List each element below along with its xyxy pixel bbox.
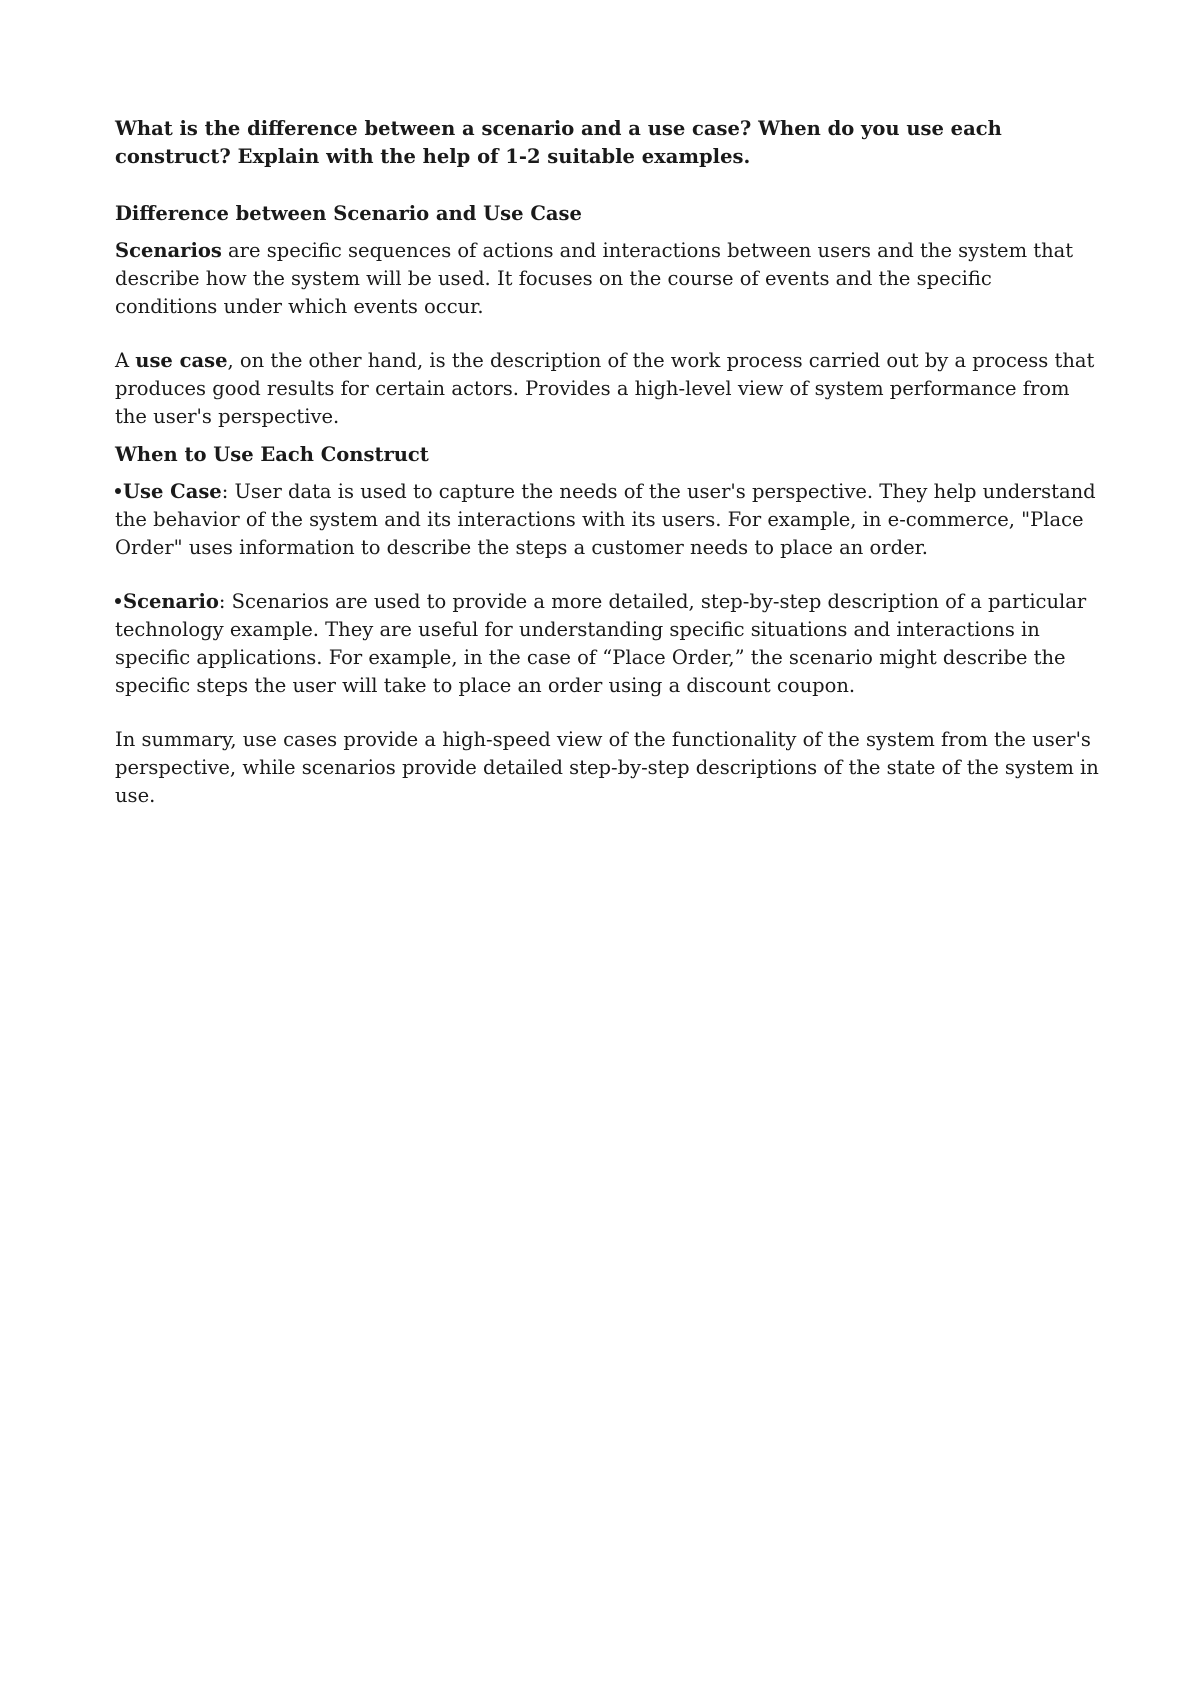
bullet-icon xyxy=(115,598,121,604)
paragraph-use-case xyxy=(115,347,1100,431)
bullet-scenario-term: Scenario xyxy=(123,590,219,613)
bullet-scenario xyxy=(115,588,1100,700)
document-body xyxy=(115,115,1100,810)
term-scenarios: Scenarios xyxy=(115,239,222,262)
section-heading-difference: Difference between Scenario and Use Case xyxy=(115,202,582,225)
summary-paragraph: In summary, use cases provide a high-speed view of the functionality of the system from the user's perspective, while scenarios provide detailed step-by-step descriptions of the state of the system in use. xyxy=(115,728,1099,807)
bullet-scenario-text: : Scenarios are used to provide a more detailed, step-by-step description of a particular technology example. They are useful for understanding specific situations and interactions in specific applications. For example, in the case of “Place Order,” the scenario might describe the specific steps the user will take to place an order using a discount coupon. xyxy=(115,590,1087,697)
section-heading-when-to-use: When to Use Each Construct xyxy=(115,443,429,466)
paragraph-use-case-text: , on the other hand, is the description of the work process carried out by a process that produces good results for certain actors. Provides a high-level view of system performance from the user's perspective. xyxy=(115,349,1095,428)
paragraph-use-case-pre: A xyxy=(115,349,136,372)
bullet-use-case xyxy=(115,478,1100,562)
bullet-use-case-text: : User data is used to capture the needs of the user's perspective. They help understand the behavior of the system and its interactions with its users. For example, in e-commerce, "Place Order" uses information to describe the steps a customer needs to place an order. xyxy=(115,480,1096,559)
term-use-case: use case xyxy=(135,349,228,372)
bullet-use-case-term: Use Case xyxy=(123,480,222,503)
paragraph-scenarios xyxy=(115,237,1100,321)
question-text: What is the difference between a scenario and a use case? When do you use each construct? Explain with the help of 1-2 suitable examples. xyxy=(115,117,1002,168)
paragraph-scenarios-text: are specific sequences of actions and interactions between users and the system that describe how the system will be used. It focuses on the course of events and the specific conditions under which events occur. xyxy=(115,239,1074,318)
bullet-icon xyxy=(115,488,121,494)
